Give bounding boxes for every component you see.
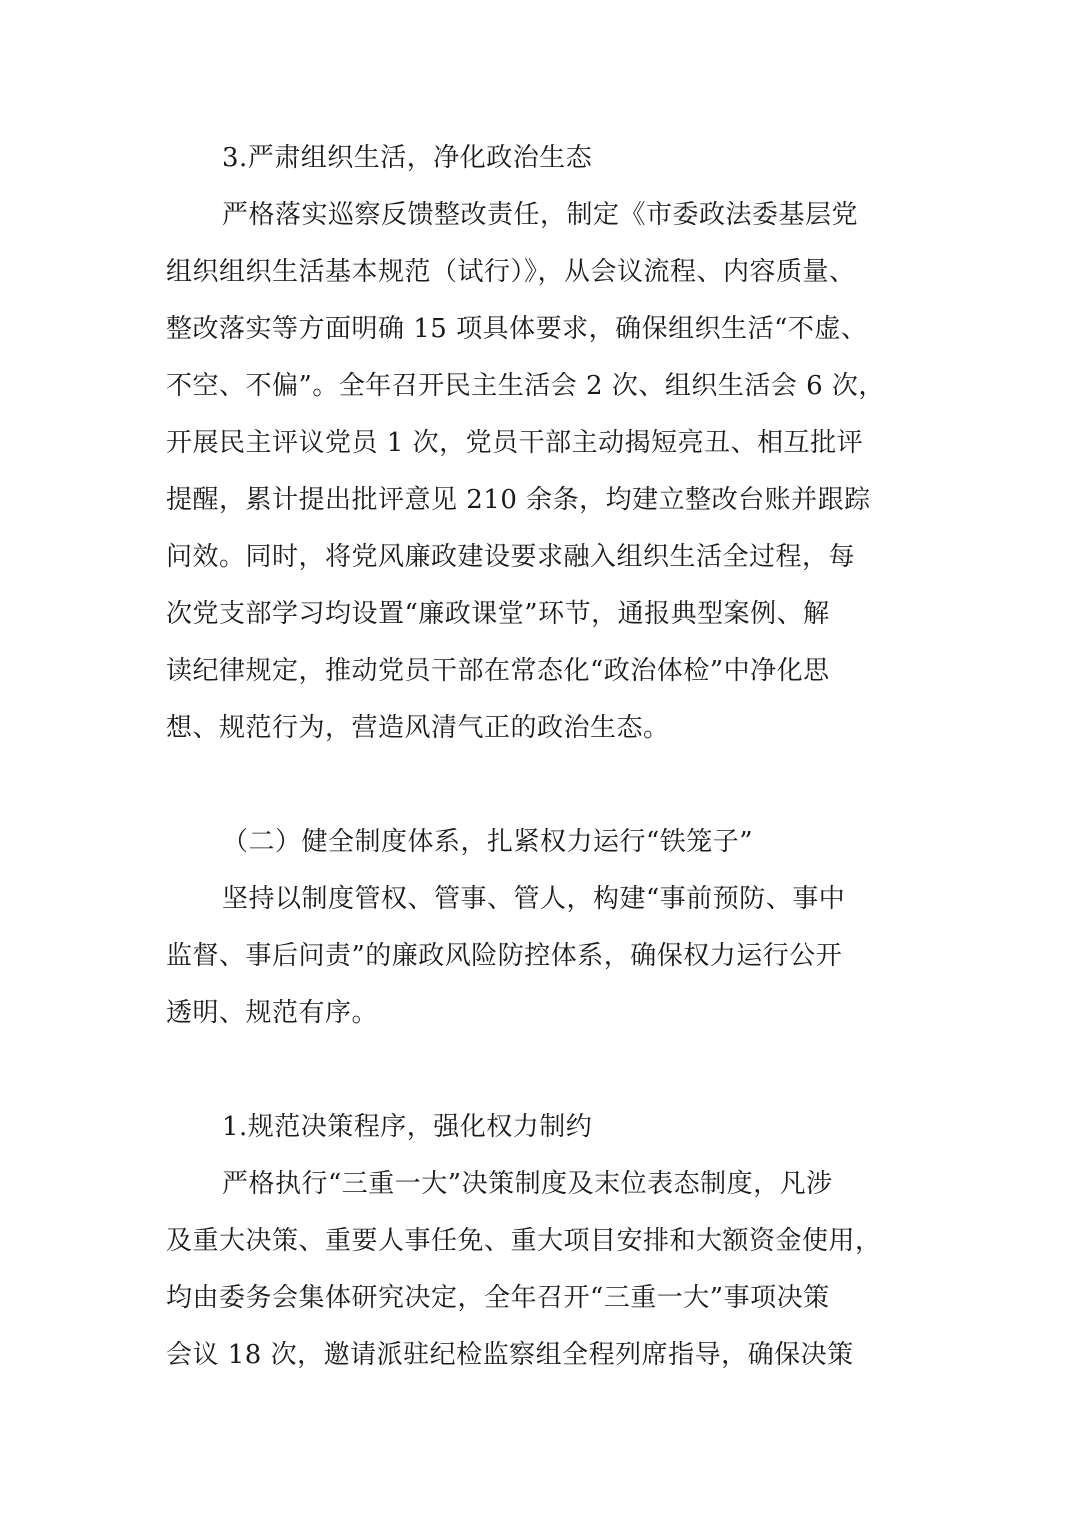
- section-3-line-5: 开展民主评议党员 1 次，党员干部主动揭短亮丑、相互批评: [166, 428, 864, 458]
- paragraph-gap: [166, 757, 918, 814]
- section-3-line-8: 次党支部学习均设置“廉政课堂”环节，通报典型案例、解: [166, 599, 830, 629]
- section-3-line-7: 问效。同时，将党风廉政建设要求融入组织生活全过程，每: [166, 542, 856, 572]
- section-2-1-line-2: 及重大决策、重要人事任免、重大项目安排和大额资金使用，: [166, 1226, 882, 1256]
- section-3-line-9: 读纪律规定，推动党员干部在常态化“政治体检”中净化思: [166, 656, 830, 686]
- section-2-1-line-3: 均由委务会集体研究决定，全年召开“三重一大”事项决策: [166, 1283, 830, 1313]
- section-3-line-4: 不空、不偏”。全年召开民主生活会 2 次、组织生活会 6 次，: [166, 371, 885, 401]
- section-2-line-1: 坚持以制度管权、管事、管人，构建“事前预防、事中: [222, 884, 846, 914]
- section-3-line-1: 严格落实巡察反馈整改责任，制定《市委政法委基层党: [222, 200, 859, 230]
- section-3-line-2: 组织组织生活基本规范（试行）》，从会议流程、内容质量、: [166, 257, 856, 287]
- section-2-heading: （二）健全制度体系，扎紧权力运行“铁笼子”: [222, 827, 754, 857]
- section-2-line-3: 透明、规范有序。: [166, 998, 379, 1028]
- section-2-1-heading: 1.规范决策程序，强化权力制约: [222, 1112, 593, 1142]
- section-2-1-line-1: 严格执行“三重一大”决策制度及末位表态制度，凡涉: [222, 1169, 833, 1199]
- section-2-1-line-4: 会议 18 次，邀请派驻纪检监察组全程列席指导，确保决策: [166, 1340, 854, 1370]
- section-3-line-3: 整改落实等方面明确 15 项具体要求，确保组织生活“不虚、: [166, 314, 868, 344]
- section-3-heading: 3.严肃组织生活，净化政治生态: [222, 143, 593, 173]
- section-3-line-10: 想、规范行为，营造风清气正的政治生态。: [166, 713, 670, 743]
- section-2-line-2: 监督、事后问责”的廉政风险防控体系，确保权力运行公开: [166, 941, 843, 971]
- paragraph-gap: [166, 1042, 918, 1099]
- document-page: [166, 130, 918, 1384]
- section-3-line-6: 提醒，累计提出批评意见 210 余条，均建立整改台账并跟踪: [166, 485, 871, 515]
